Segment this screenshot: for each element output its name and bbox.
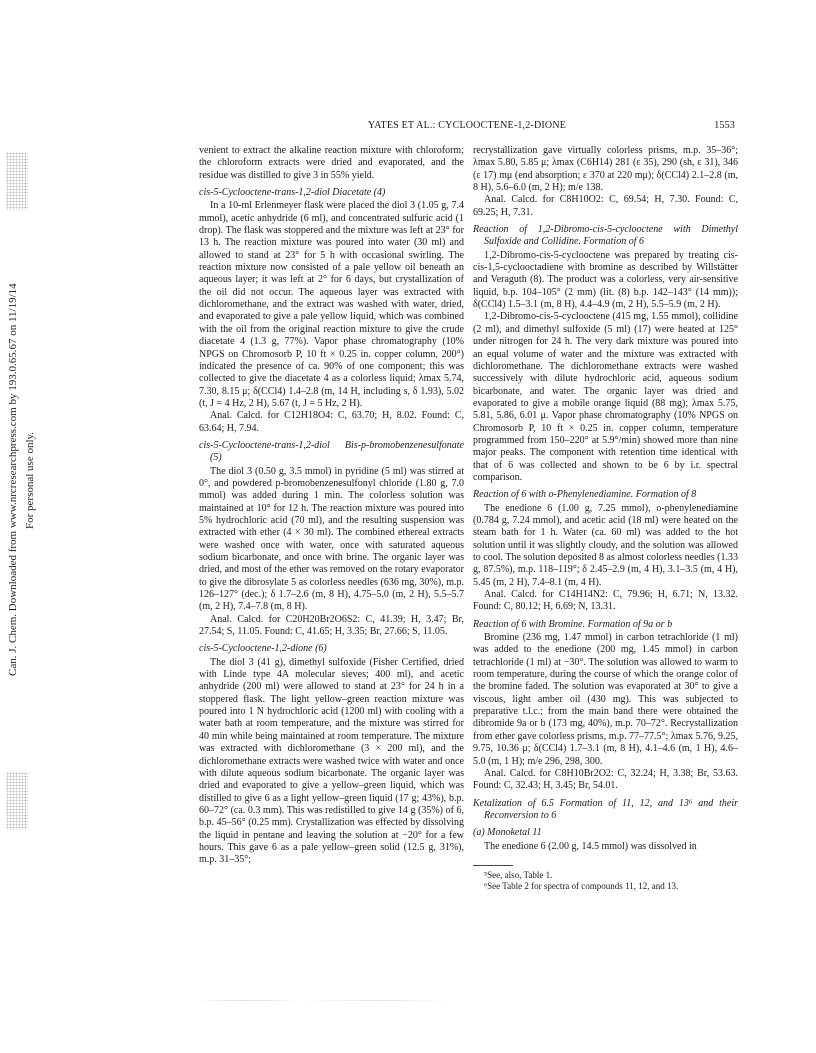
- running-head-title: YATES ET AL.: CYCLOOCTENE-1,2-DIONE: [367, 120, 567, 131]
- running-head: [199, 120, 735, 134]
- footnote: ⁶See Table 2 for spectra of compounds 11, 12, and 13.: [484, 880, 679, 891]
- right-column: [473, 145, 738, 892]
- download-notice: [4, 200, 42, 760]
- paragraph: Bromine (236 mg, 1.47 mmol) in carbon tetrachloride (1 ml) was added to the enedione (200 mg, 1.45 mmol) in carbon tetrachloride (1 ml) at −30°. The solution was allowed to warm to room temperature, during the course of which the orange color of the bromine faded. The solution was evaporated at 30° to give a viscous, light amber oil (430 mg). This was subjected to preparative t.l.c.; from the main band there were obtained the dibromide 9a or b (173 mg, 40%), m.p. 70–72°. Recrystallization from ether gave colorless prisms, m.p. 77–77.5°; λmax 5.76, 9.25, 9.75, 10.36 μ; δ(CCl4) 1.7–3.1 (m, 8 H), 4.1–4.6 (m, 1 H), 4.6–5.0 (m, 1 H); m/e 296, 298, 300.: [473, 632, 738, 767]
- paragraph: In a 10-ml Erlenmeyer flask were placed the diol 3 (1.05 g, 7.4 mmol), acetic anhydride (6 ml), and concentrated sulfuric acid (1 drop). The flask was stoppered and the mixture was left at 23° for 13 h. The reaction mixture was poured into water (30 ml) and allowed to stand at 23° for 5 h with occasional swirling. The reaction mixture now consisted of a pale yellow oil beneath an aqueous layer; it was left at 2° for 6 days, but crystallization of the oil did not occur. The aqueous layer was extracted with dichloromethane, and the extract was washed with water, dried, and evaporated to give a pale yellow liquid, which was combined with the oil from the original reaction mixture to give the crude diacetate 4 (1.3 g, 77%). Vapor phase chromatography (10% NPGS on Chromosorb P, 10 ft × 0.25 in. copper column, 200°) indicated the presence of ca. 90% of one component; this was collected to give the diacetate 4 as a colorless liquid; λmax 5.74, 7.30, 8.15 μ; δ(CCl4) 1.4–2.8 (m, 14 H, including s, δ 1.93), 5.02 (t, J = 4 Hz, 2 H), 5.67 (t, J = 5 Hz, 2 H).: [199, 200, 464, 409]
- paragraph: The enedione 6 (2.00 g, 14.5 mmol) was dissolved in: [484, 840, 697, 852]
- section-heading: cis-5-Cyclooctene-trans-1,2-diol Bis-p-bromobenzenesulfonate (5): [199, 439, 464, 464]
- paragraph: The diol 3 (41 g), dimethyl sulfoxide (Fisher Certified, dried with Linde type 4A molecular sieves; 400 ml), and acetic anhydride (200 ml) were allowed to stand at 23° for 24 h in a stoppered flask. The light yellow–green reaction mixture was poured into 1 N hydrochloric acid (1200 ml) with cooling with a water bath at room temperature, and the mixture was stirred for 40 min while being maintained at room temperature. The mixture was extracted with dichloromethane (3 × 200 ml), and the dichloromethane extracts were washed twice with water and once with dilute aqueous sodium bicarbonate. The organic layer was dried and evaporated to give a yellow–green liquid, which was distilled to give 6 as a light yellow–green liquid (17 g; 43%), b.p. 60–72° (ca. 0.3 mm). This was redistilled to give 14 g (35%) of 6, b.p. 45–56° (0.25 mm). Crystallization was effected by dissolving the liquid in pentane and leaving the solution at −20° for a few hours. This gave 6 as a pale yellow–green solid (12.5 g, 31%), m.p. 31–35°;: [199, 656, 464, 866]
- footnotes: [473, 865, 738, 892]
- download-notice-line: Can. J. Chem. Downloaded from www.nrcresearchpress.com by 193.0.65.67 on 11/19/14: [7, 283, 19, 677]
- subsection-heading: (a) Monoketal 11: [473, 827, 542, 839]
- analysis-paragraph: Anal. Calcd. for C8H10O2: C, 69.54; H, 7.30. Found: C, 69.25; H, 7.31.: [473, 194, 738, 218]
- section-heading: Reaction of 6 with o-Phenylenediamine. Formation of 8: [473, 489, 697, 501]
- analysis-paragraph: Anal. Calcd. for C12H18O4: C, 63.70; H, 8.02. Found: C, 63.64; H, 7.94.: [199, 410, 464, 434]
- paragraph: The diol 3 (0.50 g, 3.5 mmol) in pyridine (5 ml) was stirred at 0°, and powdered p-bromobenzenesulfonyl chloride (1.80 g, 7.0 mmol) was added during 1 min. The colorless solution was maintained at 10° for 12 h. The reaction mixture was poured into 5% hydrochloric acid (70 ml), and the resulting suspension was extracted with ether (4 × 30 ml). The combined ethereal extracts were washed once with water, once with saturated aqueous sodium bicarbonate, and once with brine. The organic layer was dried, and most of the ether was removed on the rotary evaporator to give the dibrosylate 5 as colorless needles (636 mg, 30%), m.p. 126–127° (dec.); δ 1.7–2.6 (m, 8 H), 4.75–5.0 (m, 2 H), 5.5–5.7 (m, 2 H), 7.4–7.8 (m, 8 H).: [199, 465, 464, 613]
- analysis-paragraph: Anal. Calcd. for C8H10Br2O2: C, 32.24; H, 3.38; Br, 53.63. Found: C, 32.43; H, 3.45; Br, 54.01.: [473, 767, 738, 792]
- scan-artifact: [196, 1000, 456, 1001]
- paragraph: 1,2-Dibromo-cis-5-cyclooctene was prepared by treating cis-cis-1,5-cyclooctadiene with bromine as described by Willstätter and Veraguth (8). The product was a colorless, very air-sensitive liquid, b.p. 104–105° (2 mm) (lit. (8) b.p. 142–143° (14 mm)); δ(CCl4) 1.5–3.1 (m, 8 H), 4.4–4.9 (m, 2 H), 5.5–5.9 (m, 2 H).: [473, 249, 738, 311]
- analysis-paragraph: Anal. Calcd. for C20H20Br2O6S2: C, 41.39; H, 3.47; Br, 27.54; S, 11.05. Found: C, 41.65; H, 3.35; Br, 27.66; S, 11.05.: [199, 613, 464, 638]
- margin-shading-bottom: [6, 772, 28, 830]
- footnote: ⁵See, also, Table 1.: [484, 869, 553, 880]
- analysis-paragraph: Anal. Calcd. for C14H14N2: C, 79.96; H, 6.71; N, 13.32. Found: C, 80.12; H, 6.69; N, 13.31.: [473, 589, 738, 613]
- paragraph: 1,2-Dibromo-cis-5-cyclooctene (415 mg, 1.55 mmol), collidine (2 ml), and dimethyl sulfoxide (5 ml) (17) were heated at 125° under nitrogen for 24 h. The very dark mixture was poured into an equal volume of water and the mixture was extracted with dichloromethane. The dichloromethane extracts were washed successively with dilute hydrochloric acid, aqueous sodium bicarbonate, and water. The organic layer was dried and evaporated to give a mobile orange liquid (88 mg); λmax 5.75, 5.81, 5.86, 6.01 μ. Vapor phase chromatography (10% NPGS on Chromosorb P, 10 ft × 0.25 in. copper column, temperature programmed from 150–220° at 5.9°/min) showed more than nine major peaks. The component with retention time identical with that of 6 was collected and shown to be 6 by i.r. spectral comparison.: [473, 311, 738, 483]
- section-heading: Ketalization of 6.5 Formation of 11, 12, and 13⁶ and their Reconversion to 6: [473, 797, 738, 821]
- section-heading: cis-5-Cyclooctene-trans-1,2-diol Diacetate (4): [199, 187, 386, 199]
- footnote-rule: [473, 865, 513, 866]
- paragraph: venient to extract the alkaline reaction mixture with chloroform; the chloroform extracts were dried and evaporated, and the residue was distilled to give 3 in 55% yield.: [199, 145, 464, 181]
- section-heading: Reaction of 6 with Bromine. Formation of 9a or b: [473, 618, 673, 630]
- paragraph: The enedione 6 (1.00 g, 7.25 mmol), o-phenylenediamine (0.784 g, 7.24 mmol), and acetic acid (18 ml) were heated on the steam bath for 1 h. Water (ca. 60 ml) was added to the hot solution until it was slightly cloudy, and the solution was allowed to cool. The solution deposited 8 as almost colorless needles (1.33 g, 87.5%), m.p. 118–119°; δ 2.45–2.9 (m, 4 H), 3.1–3.5 (m, 4 H), 5.45 (m, 2 H), 7.4–8.1 (m, 4 H).: [473, 502, 738, 588]
- page-number: 1553: [714, 120, 735, 131]
- personal-use-notice: For personal use only.: [24, 431, 36, 529]
- section-heading: cis-5-Cyclooctene-1,2-dione (6): [199, 643, 327, 655]
- paragraph: recrystallization gave virtually colorless prisms, m.p. 35–36°; λmax 5.80, 5.85 μ; λmax (C6H14) 281 (ε 35), 290 (sh, ε 31), 346 (ε 17) mμ (end absorption; ε 370 at 220 mμ); δ(CCl4) 2.1–2.8 (m, 8 H), 5.6–6.0 (m, 2 H); m/e 138.: [473, 145, 738, 194]
- section-heading: Reaction of 1,2-Dibromo-cis-5-cyclooctene with Dimethyl Sulfoxide and Collidine. Formation of 6: [473, 224, 738, 248]
- left-column: [199, 145, 464, 867]
